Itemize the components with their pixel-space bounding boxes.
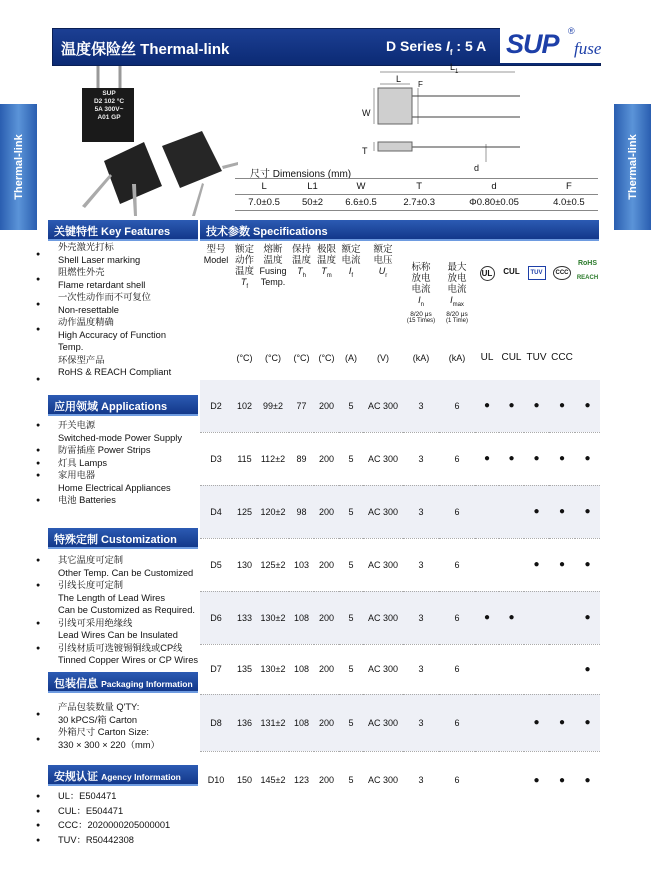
cell-if: 5 — [339, 380, 363, 432]
cell-ccc: ● — [549, 380, 575, 432]
cell-ccc: ● — [549, 751, 575, 809]
table-row — [200, 644, 600, 694]
side-tab-left: Thermal-link — [0, 104, 37, 230]
cell-th: 89 — [289, 432, 314, 485]
cell-model: D6 — [200, 591, 232, 644]
cell-cul — [499, 538, 524, 591]
cell-imax: 6 — [439, 538, 475, 591]
cell-th: 108 — [289, 644, 314, 694]
cell-model: D5 — [200, 538, 232, 591]
table-row — [200, 694, 600, 751]
page-title: 温度保险丝 Thermal-link — [61, 41, 230, 58]
cell-tm: 200 — [314, 538, 339, 591]
cell-in: 3 — [403, 485, 439, 538]
cell-fusing: 130±2 — [257, 591, 289, 644]
label-T: T — [362, 146, 368, 156]
cell-ccc: ● — [549, 485, 575, 538]
cell-fusing: 112±2 — [257, 432, 289, 485]
cell-tuv: ● — [524, 694, 549, 751]
cell-fusing: 130±2 — [257, 644, 289, 694]
cell-tf: 133 — [232, 591, 257, 644]
cell-ul — [475, 485, 499, 538]
cell-tuv — [524, 644, 549, 694]
cell-th: 77 — [289, 380, 314, 432]
cell-imax: 6 — [439, 751, 475, 809]
dimensions-table: L L1 W T d F 7.0±0.5 50±2 6.6±0.5 2.7±0.3 Φ0.80±0.05 4.0±0.5 — [235, 178, 598, 211]
cell-model: D7 — [200, 644, 232, 694]
cell-ur: AC 300 — [363, 751, 403, 809]
cell-tf: 136 — [232, 694, 257, 751]
specifications-table: 型号 Model 额定 动作 温度 $T_f$ 熔断 温度 Fusing Temp. 保持 温度 $T_h$ 极限 温度 $T_m$ 额定 电流 $I_f$ 额定 电压 $U_r$ 标称 放电 电流 $I_n$ 8/20 μs (15 Times) 最大 放电 电流 $I_{max}$ 8/20 μs (1 Time) UL CUL TUV CCC RoHS REACH (°C) (°C) (°C) (°C) (A) (V) (kA) (kA) UL CUL TUV CCC D2 102 99±2 77 200 5 AC 300 3 6 ● ● ● ● ● D3 115 112±2 89 200 5 AC 300 3 6 ● ● ● ● ● D4 125 120±2 98 200 5 AC 300 3 6 ● ● ● D5 130 125±2 103 200 5 AC 300 3 6 ● ● ● D6 133 130±2 108 200 5 AC 300 3 6 ● ● ● D7 135 130±2 108 200 5 AC 300 3 6 ● D8 136 131±2 108 200 5 AC 300 3 6 ● ● ● D10 150 145±2 123 200 5 AC 300 3 6 ● ● ● — [200, 240, 600, 809]
cell-ul — [475, 538, 499, 591]
series-label: D Series $I_f$ : 5 A — [386, 38, 487, 57]
cell-tuv: ● — [524, 380, 549, 432]
cell-if: 5 — [339, 538, 363, 591]
cell-ul — [475, 644, 499, 694]
agency-section: 安规认证 Agency Information — [48, 765, 198, 786]
cell-rohs: ● — [575, 694, 600, 751]
cell-th: 98 — [289, 485, 314, 538]
packaging-list: 产品包装数量 Q'TY: 30 kPCS/箱 Carton 外箱尺寸 Carton Size: 330 × 300 × 220（mm） — [58, 702, 160, 750]
cell-cul — [499, 485, 524, 538]
cell-in: 3 — [403, 644, 439, 694]
cell-fusing: 131±2 — [257, 694, 289, 751]
table-row — [200, 432, 600, 485]
cell-fusing: 99±2 — [257, 380, 289, 432]
cell-ul: ● — [475, 380, 499, 432]
cell-cul: ● — [499, 380, 524, 432]
packaging-section: 包装信息 Packaging Information — [48, 672, 198, 693]
cell-tm: 200 — [314, 432, 339, 485]
cell-in: 3 — [403, 380, 439, 432]
cell-cul: ● — [499, 432, 524, 485]
applications-section: 应用领域 Applications — [48, 395, 198, 416]
cell-imax: 6 — [439, 380, 475, 432]
cell-cul — [499, 751, 524, 809]
table-row — [200, 380, 600, 432]
cell-rohs: ● — [575, 591, 600, 644]
bullets-features: ● ● ● ● ● — [36, 251, 41, 383]
dimension-diagram — [360, 62, 540, 174]
cell-model: D3 — [200, 432, 232, 485]
cell-tuv: ● — [524, 485, 549, 538]
cell-model: D2 — [200, 380, 232, 432]
cell-tf: 115 — [232, 432, 257, 485]
cell-ur: AC 300 — [363, 380, 403, 432]
tuv-logo-icon: TUV — [528, 266, 546, 280]
cell-if: 5 — [339, 751, 363, 809]
cell-cul — [499, 644, 524, 694]
cell-rohs: ● — [575, 380, 600, 432]
cell-in: 3 — [403, 694, 439, 751]
cell-tuv — [524, 591, 549, 644]
cell-ccc — [549, 644, 575, 694]
cell-tm: 200 — [314, 694, 339, 751]
cell-if: 5 — [339, 432, 363, 485]
cell-imax: 6 — [439, 485, 475, 538]
cell-imax: 6 — [439, 644, 475, 694]
cell-if: 5 — [339, 644, 363, 694]
table-row — [200, 591, 600, 644]
key-features-section: 关键特性 Key Features — [48, 220, 198, 241]
bullets-packaging: ● ● — [36, 711, 41, 743]
bullets-agency: ● ● ● ● — [36, 793, 41, 844]
cell-tuv: ● — [524, 432, 549, 485]
table-row — [200, 538, 600, 591]
cell-ul: ● — [475, 432, 499, 485]
ul-logo-icon: UL — [480, 266, 495, 281]
table-row — [200, 485, 600, 538]
side-tab-right: Thermal-link — [614, 104, 651, 230]
cell-tf: 102 — [232, 380, 257, 432]
label-L: L — [396, 74, 402, 84]
cell-ccc: ● — [549, 694, 575, 751]
cell-ur: AC 300 — [363, 538, 403, 591]
cell-model: D10 — [200, 751, 232, 809]
cell-in: 3 — [403, 751, 439, 809]
rohs-logo-icon: RoHS — [577, 260, 598, 267]
cell-rohs: ● — [575, 751, 600, 809]
cell-imax: 6 — [439, 432, 475, 485]
cell-imax: 6 — [439, 591, 475, 644]
ccc-logo-icon: CCC — [553, 266, 571, 280]
cell-in: 3 — [403, 432, 439, 485]
specifications-section: 技术参数 Specifications — [200, 220, 599, 239]
cell-cul: ● — [499, 591, 524, 644]
cell-ur: AC 300 — [363, 485, 403, 538]
cell-tm: 200 — [314, 591, 339, 644]
applications-list: 开关电源 Switched-mode Power Supply 防雷插座 Power Strips 灯具 Lamps 家用电器 Home Electrical Appliances 电池 Batteries — [58, 420, 183, 505]
cell-rohs: ● — [575, 485, 600, 538]
cell-model: D8 — [200, 694, 232, 751]
sup-fuse-logo: SUP ® fuse — [500, 27, 610, 63]
cell-tf: 150 — [232, 751, 257, 809]
cell-imax: 6 — [439, 694, 475, 751]
cell-in: 3 — [403, 538, 439, 591]
cell-th: 108 — [289, 591, 314, 644]
cell-ccc: ● — [549, 432, 575, 485]
cell-ul — [475, 751, 499, 809]
label-d: d — [474, 163, 480, 173]
cell-tm: 200 — [314, 644, 339, 694]
cell-rohs: ● — [575, 432, 600, 485]
cell-tf: 130 — [232, 538, 257, 591]
product-photo — [52, 66, 238, 216]
table-row — [200, 751, 600, 809]
dimensions-title: 尺寸 Dimensions (mm) — [250, 169, 352, 180]
cell-ccc: ● — [549, 538, 575, 591]
bullets-customization: ● ● ● ● — [36, 557, 41, 652]
cell-if: 5 — [339, 591, 363, 644]
cell-ur: AC 300 — [363, 694, 403, 751]
reach-logo-icon: REACH — [576, 275, 599, 281]
cell-fusing: 145±2 — [257, 751, 289, 809]
cell-tm: 200 — [314, 485, 339, 538]
agency-list: UL：E504471 CUL：E504471 CCC：2020000205000001 TUV：R50442308 — [58, 791, 171, 845]
units-row: (°C) (°C) (°C) (°C) (A) (V) (kA) (kA) UL CUL TUV CCC — [236, 352, 573, 363]
cul-logo-icon: CUL — [503, 267, 520, 276]
cell-th: 123 — [289, 751, 314, 809]
cell-rohs: ● — [575, 538, 600, 591]
cell-if: 5 — [339, 485, 363, 538]
cell-ur: AC 300 — [363, 644, 403, 694]
cell-rohs: ● — [575, 644, 600, 694]
cell-th: 108 — [289, 694, 314, 751]
cell-ul: ● — [475, 591, 499, 644]
label-L1: $L_1$ — [450, 62, 459, 75]
bullets-applications: ● ● ● ● ● — [36, 422, 41, 504]
cell-in: 3 — [403, 591, 439, 644]
cell-tf: 125 — [232, 485, 257, 538]
cell-tm: 200 — [314, 380, 339, 432]
cell-tuv: ● — [524, 751, 549, 809]
cell-cul — [499, 694, 524, 751]
cell-fusing: 125±2 — [257, 538, 289, 591]
cell-model: D4 — [200, 485, 232, 538]
cell-th: 103 — [289, 538, 314, 591]
key-features-list: 外壳激光打标 Shell Laser marking 阻燃性外壳 Flame retardant shell 一次性动作而不可复位 Non-resettable 动作温度精确 High Accuracy of Function Temp. 环保型产品 RoHS & REACH Compliant — [58, 242, 172, 377]
label-F: F — [418, 80, 423, 89]
cell-tf: 135 — [232, 644, 257, 694]
cell-tm: 200 — [314, 751, 339, 809]
customization-section: 特殊定制 Customization — [48, 528, 198, 549]
cell-ul — [475, 694, 499, 751]
cell-if: 5 — [339, 694, 363, 751]
cell-ur: AC 300 — [363, 432, 403, 485]
cell-ur: AC 300 — [363, 591, 403, 644]
label-W: W — [362, 108, 371, 118]
cell-fusing: 120±2 — [257, 485, 289, 538]
customization-list: 其它温度可定制 Other Temp. Can be Customized 引线长度可定制 The Length of Lead Wires Can be Customized as Required. 引线可采用绝缘线 Lead Wires Can be Insulated 引线材质可选镀锡铜线或CP线 Tinned Copper Wires or CP Wires — [58, 555, 199, 665]
photo-marking: SUP D2 102 °C 5A 300V~ A01 GP — [93, 90, 125, 121]
cell-tuv: ● — [524, 538, 549, 591]
cell-ccc — [549, 591, 575, 644]
